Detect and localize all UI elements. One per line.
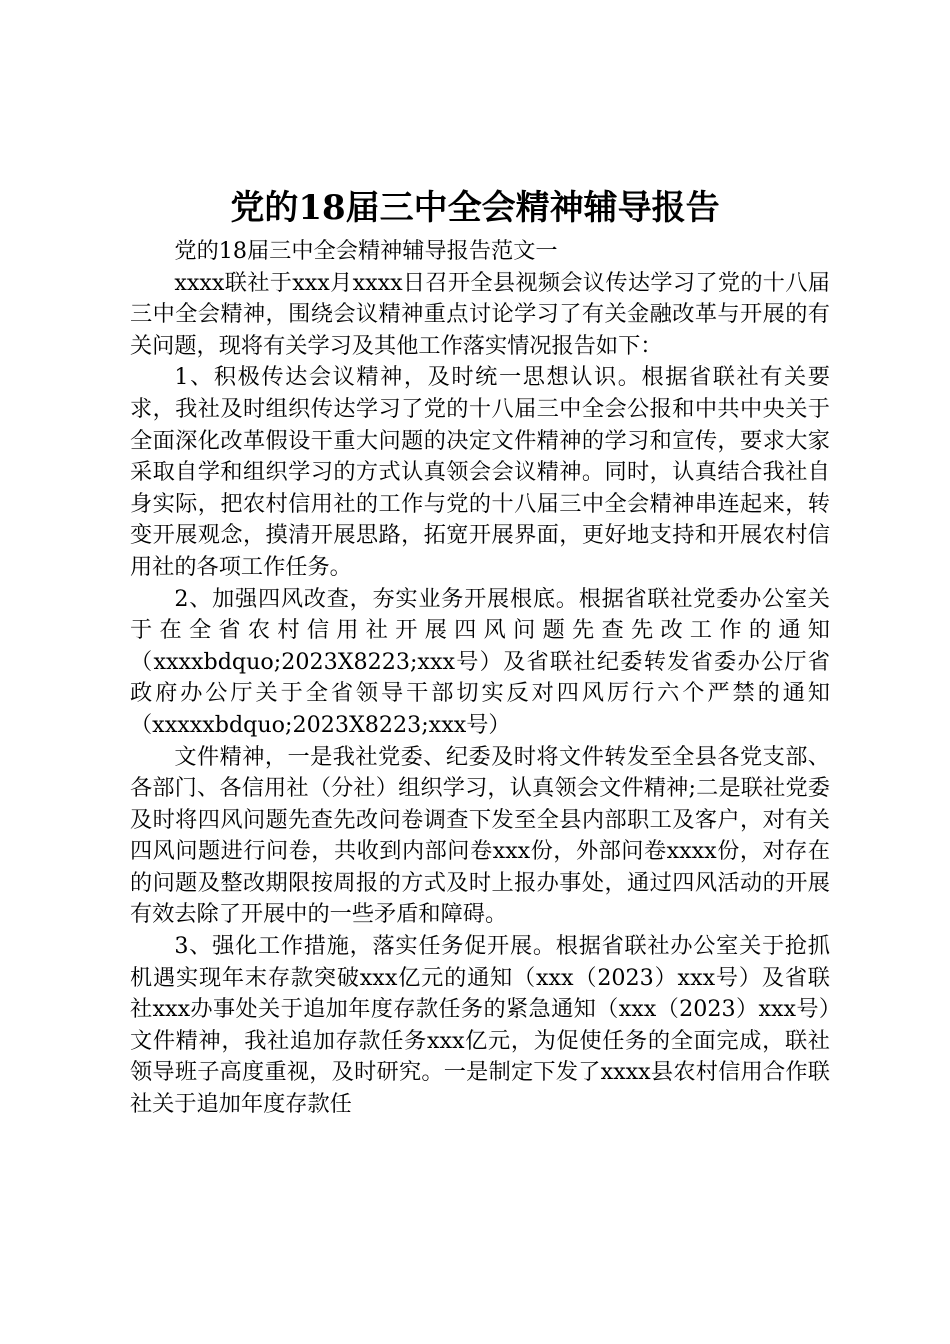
paragraph: 1、积极传达会议精神，及时统一思想认识。根据省联社有关要求，我社及时组织传达学习了党的十八届三中全会公报和中共中央关于全面深化改革假设干重大问题的决定文件精神的学习和宣传，要求大家采取自学和组织学习的方式认真领会会议精神。同时，认真结合我社自身实际，把农村信用社的工作与党的十八届三中全会精神串连起来，转变开展观念，摸清开展思路，拓宽开展界面，更好地支持和开展农村信用社的各项工作任务。 — [130, 364, 830, 580]
document-title: 党的18届三中全会精神辅导报告 — [230, 188, 720, 228]
paragraph: 文件精神，一是我社党委、纪委及时将文件转发至全县各党支部、各部门、各信用社（分社）组织学习，认真领会文件精神;二是联社党委及时将四风问题先查先改问卷调查下发至全县内部职工及客户，对有关四风问题进行问卷，共收到内部问卷xxx份，外部问卷xxxx份，对存在的问题及整改期限按周报的方式及时上报办事处，通过四风活动的开展有效去除了开展中的一些矛盾和障碍。 — [130, 743, 830, 928]
paragraph: 2、加强四风改查，夯实业务开展根底。根据省联社党委办公室关于在全省农村信用社开展四风问题先查先改工作的通知（xxxxbdquo;2023X8223;xxx号）及省联社纪委转发省委办公厅省政府办公厅关于全省领导干部切实反对四风厉行六个严禁的通知（xxxxxbdquo;2023X8223;xxx号） — [130, 585, 830, 738]
paragraph-subtitle: 党的18届三中全会精神辅导报告范文一 — [174, 238, 558, 264]
paragraph: 3、强化工作措施，落实任务促开展。根据省联社办公室关于抢抓机遇实现年末存款突破xxx亿元的通知（xxx（2023）xxx号）及省联社xxx办事处关于追加年度存款任务的紧急通知（xxx（2023）xxx号）文件精神，我社追加存款任务xxx亿元，为促使任务的全面完成，联社领导班子高度重视，及时研究。一是制定下发了xxxx县农村信用合作联社关于追加年度存款任 — [130, 933, 830, 1118]
paragraph: xxxx联社于xxx月xxxx日召开全县视频会议传达学习了党的十八届三中全会精神，围绕会议精神重点讨论学习了有关金融改革与开展的有关问题，现将有关学习及其他工作落实情况报告如下： — [130, 269, 830, 359]
document-body — [130, 236, 830, 1121]
